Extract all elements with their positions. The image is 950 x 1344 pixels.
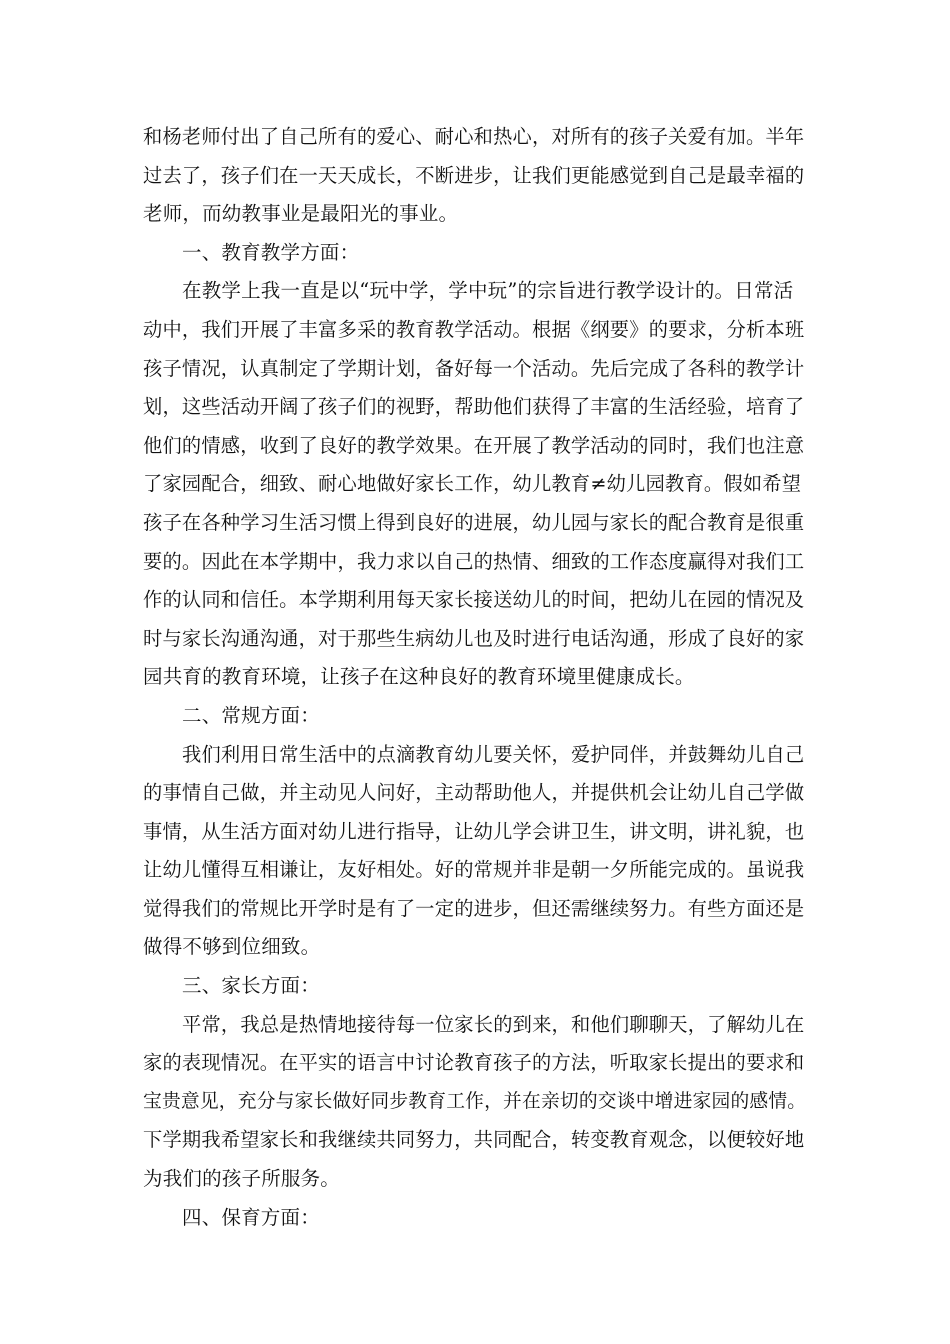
document-body xyxy=(143,118,807,1237)
text-line: 家的表现情况。在平实的语言中讨论教育孩子的方法，听取家长提出的要求和 xyxy=(143,1051,805,1075)
text-line: 要的。因此在本学期中，我力求以自己的热情、细致的工作态度赢得对我们工 xyxy=(143,549,805,573)
text-line: 过去了，孩子们在一天天成长，不断进步，让我们更能感觉到自己是最幸福的 xyxy=(143,163,805,187)
text-line: 在教学上我一直是以“玩中学，学中玩”的宗旨进行教学设计的。日常活 xyxy=(182,279,794,303)
text-line: 觉得我们的常规比开学时是有了一定的进步，但还需继续努力。有些方面还是 xyxy=(143,896,805,920)
text-line: 宝贵意见，充分与家长做好同步教育工作，并在亲切的交谈中增进家园的感情。 xyxy=(143,1090,807,1112)
text-line: 园共育的教育环境，让孩子在这种良好的教育环境里健康成长。 xyxy=(143,665,695,689)
text-line: 的事情自己做，并主动见人问好，主动帮助他人，并提供机会让幼儿自己学做 xyxy=(143,781,805,805)
text-line: 孩子在各种学习生活习惯上得到良好的进展，幼儿园与家长的配合教育是很重 xyxy=(143,510,805,534)
text-line: 动中，我们开展了丰富多采的教育教学活动。根据《纲要》的要求，分析本班 xyxy=(143,317,805,341)
text-line: 平常，我总是热情地接待每一位家长的到来，和他们聊聊天，了解幼儿在 xyxy=(182,1012,805,1036)
text-line: 我们利用日常生活中的点滴教育幼儿要关怀，爱护同伴，并鼓舞幼儿自己 xyxy=(182,742,805,766)
text-line: 了家园配合，细致、耐心地做好家长工作，幼儿教育≠幼儿园教育。假如希望 xyxy=(143,472,802,496)
text-line: 让幼儿懂得互相谦让，友好相处。好的常规并非是朝一夕所能完成的。虽说我 xyxy=(143,858,805,882)
text-line: 作的认同和信任。本学期利用每天家长接送幼儿的时间，把幼儿在园的情况及 xyxy=(143,588,805,612)
section-heading-teaching: 一、教育教学方面： xyxy=(182,240,360,264)
text-line: 时与家长沟通沟通，对于那些生病幼儿也及时进行电话沟通，形成了良好的家 xyxy=(143,626,805,650)
text-line: 和杨老师付出了自己所有的爱心、耐心和热心，对所有的孩子关爱有加。半年 xyxy=(143,125,805,148)
section-heading-routine: 二、常规方面： xyxy=(182,703,320,727)
text-line: 下学期我希望家长和我继续共同努力，共同配合，转变教育观念，以便较好地 xyxy=(143,1128,805,1152)
text-line: 孩子情况，认真制定了学期计划，备好每一个活动。先后完成了各科的教学计 xyxy=(143,356,805,380)
section-heading-parents: 三、家长方面： xyxy=(182,974,320,998)
text-line: 做得不够到位细致。 xyxy=(143,935,321,959)
text-line: 老师，而幼教事业是最阳光的事业。 xyxy=(143,202,459,226)
text-line: 划，这些活动开阔了孩子们的视野，帮助他们获得了丰富的生活经验，培育了 xyxy=(143,395,805,419)
text-line: 他们的情感，收到了良好的教学效果。在开展了教学活动的同时，我们也注意 xyxy=(143,433,805,457)
text-line: 为我们的孩子所服务。 xyxy=(143,1167,341,1191)
text-line: 事情，从生活方面对幼儿进行指导，让幼儿学会讲卫生，讲文明，讲礼貌，也 xyxy=(143,819,805,843)
section-heading-care: 四、保育方面： xyxy=(182,1205,320,1229)
